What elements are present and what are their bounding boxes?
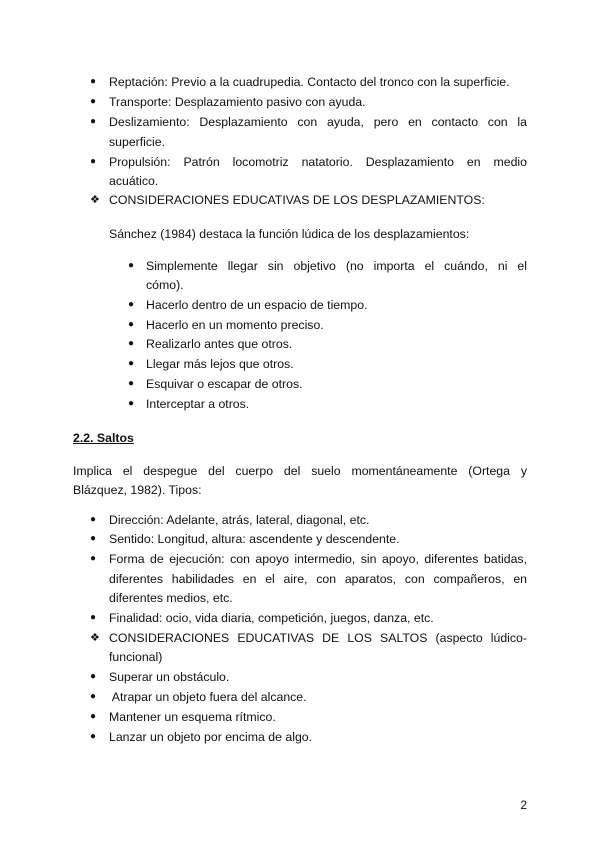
bullet-icon: ● [90, 533, 97, 544]
bullet-icon: ● [90, 116, 97, 127]
bullet-icon: ● [90, 76, 97, 87]
section-subheading: CONSIDERACIONES EDUCATIVAS DE LOS DESPLAZAMIENTOS: [109, 193, 485, 207]
list-item: Esquivar o escapar de otros. [146, 377, 303, 391]
list-item: Realizarlo antes que otros. [146, 337, 293, 351]
page-number: 2 [520, 798, 527, 812]
section-heading: 2.2. Saltos [73, 431, 134, 445]
list-item: Simplemente llegar sin objetivo (no importa el cuándo, ni el [146, 259, 527, 273]
bullet-icon: ● [90, 553, 97, 564]
paragraph: Sánchez (1984) destaca la función lúdica de los desplazamientos: [109, 227, 470, 241]
list-item: Deslizamiento: Desplazamiento con ayuda, pero en contacto con la [109, 115, 527, 129]
bullet-icon: ● [90, 96, 97, 107]
list-item: Transporte: Desplazamiento pasivo con ayuda. [109, 95, 366, 109]
bullet-icon: ● [90, 612, 97, 623]
bullet-icon: ● [128, 299, 135, 310]
list-item-continuation: cómo). [146, 278, 184, 292]
list-item-continuation: diferentes medios, etc. [109, 591, 233, 605]
list-item-continuation: acuático. [109, 174, 159, 188]
list-item: Llegar más lejos que otros. [146, 357, 294, 371]
bullet-icon: ● [128, 319, 135, 330]
list-item: Hacerlo dentro de un espacio de tiempo. [146, 298, 368, 312]
paragraph-continuation: Blázquez, 1982). Tipos: [73, 483, 202, 497]
list-item: Atrapar un objeto fuera del alcance. [109, 690, 307, 704]
list-item: Interceptar a otros. [146, 397, 250, 411]
list-item-continuation: superficie. [109, 135, 166, 149]
bullet-icon: ● [128, 398, 135, 409]
bullet-icon: ● [90, 671, 97, 682]
diamond-bullet-icon: ❖ [90, 632, 100, 644]
bullet-icon: ● [90, 514, 97, 525]
bullet-icon: ● [90, 711, 97, 722]
bullet-icon: ● [128, 358, 135, 369]
section-subheading: CONSIDERACIONES EDUCATIVAS DE LOS SALTOS (aspecto lúdico- [109, 631, 527, 645]
list-item: Sentido: Longitud, altura: ascendente y descendente. [109, 532, 400, 546]
list-item: Forma de ejecución: con apoyo intermedio, sin apoyo, diferentes batidas, [109, 552, 527, 566]
bullet-icon: ● [128, 378, 135, 389]
bullet-icon: ● [128, 260, 135, 271]
list-item: Reptación: Previo a la cuadrupedia. Contacto del tronco con la superficie. [109, 75, 510, 89]
list-item: Finalidad: ocio, vida diaria, competición, juegos, danza, etc. [109, 611, 434, 625]
diamond-bullet-icon: ❖ [90, 194, 100, 206]
list-item: Hacerlo en un momento preciso. [146, 318, 324, 332]
list-item: Superar un obstáculo. [109, 670, 230, 684]
paragraph: Implica el despegue del cuerpo del suelo momentáneamente (Ortega y [73, 464, 527, 478]
list-item-continuation: diferentes habilidades en el aire, con aparatos, con compañeros, en [109, 572, 527, 586]
list-item: Lanzar un objeto por encima de algo. [109, 730, 313, 744]
bullet-icon: ● [90, 691, 97, 702]
bullet-icon: ● [90, 731, 97, 742]
list-item: Dirección: Adelante, atrás, lateral, diagonal, etc. [109, 513, 370, 527]
section-subheading-continuation: funcional) [109, 650, 163, 664]
bullet-icon: ● [128, 338, 135, 349]
list-item: Propulsión: Patrón locomotriz natatorio. Desplazamiento en medio [109, 155, 527, 169]
bullet-icon: ● [90, 156, 97, 167]
list-item: Mantener un esquema rítmico. [109, 710, 276, 724]
